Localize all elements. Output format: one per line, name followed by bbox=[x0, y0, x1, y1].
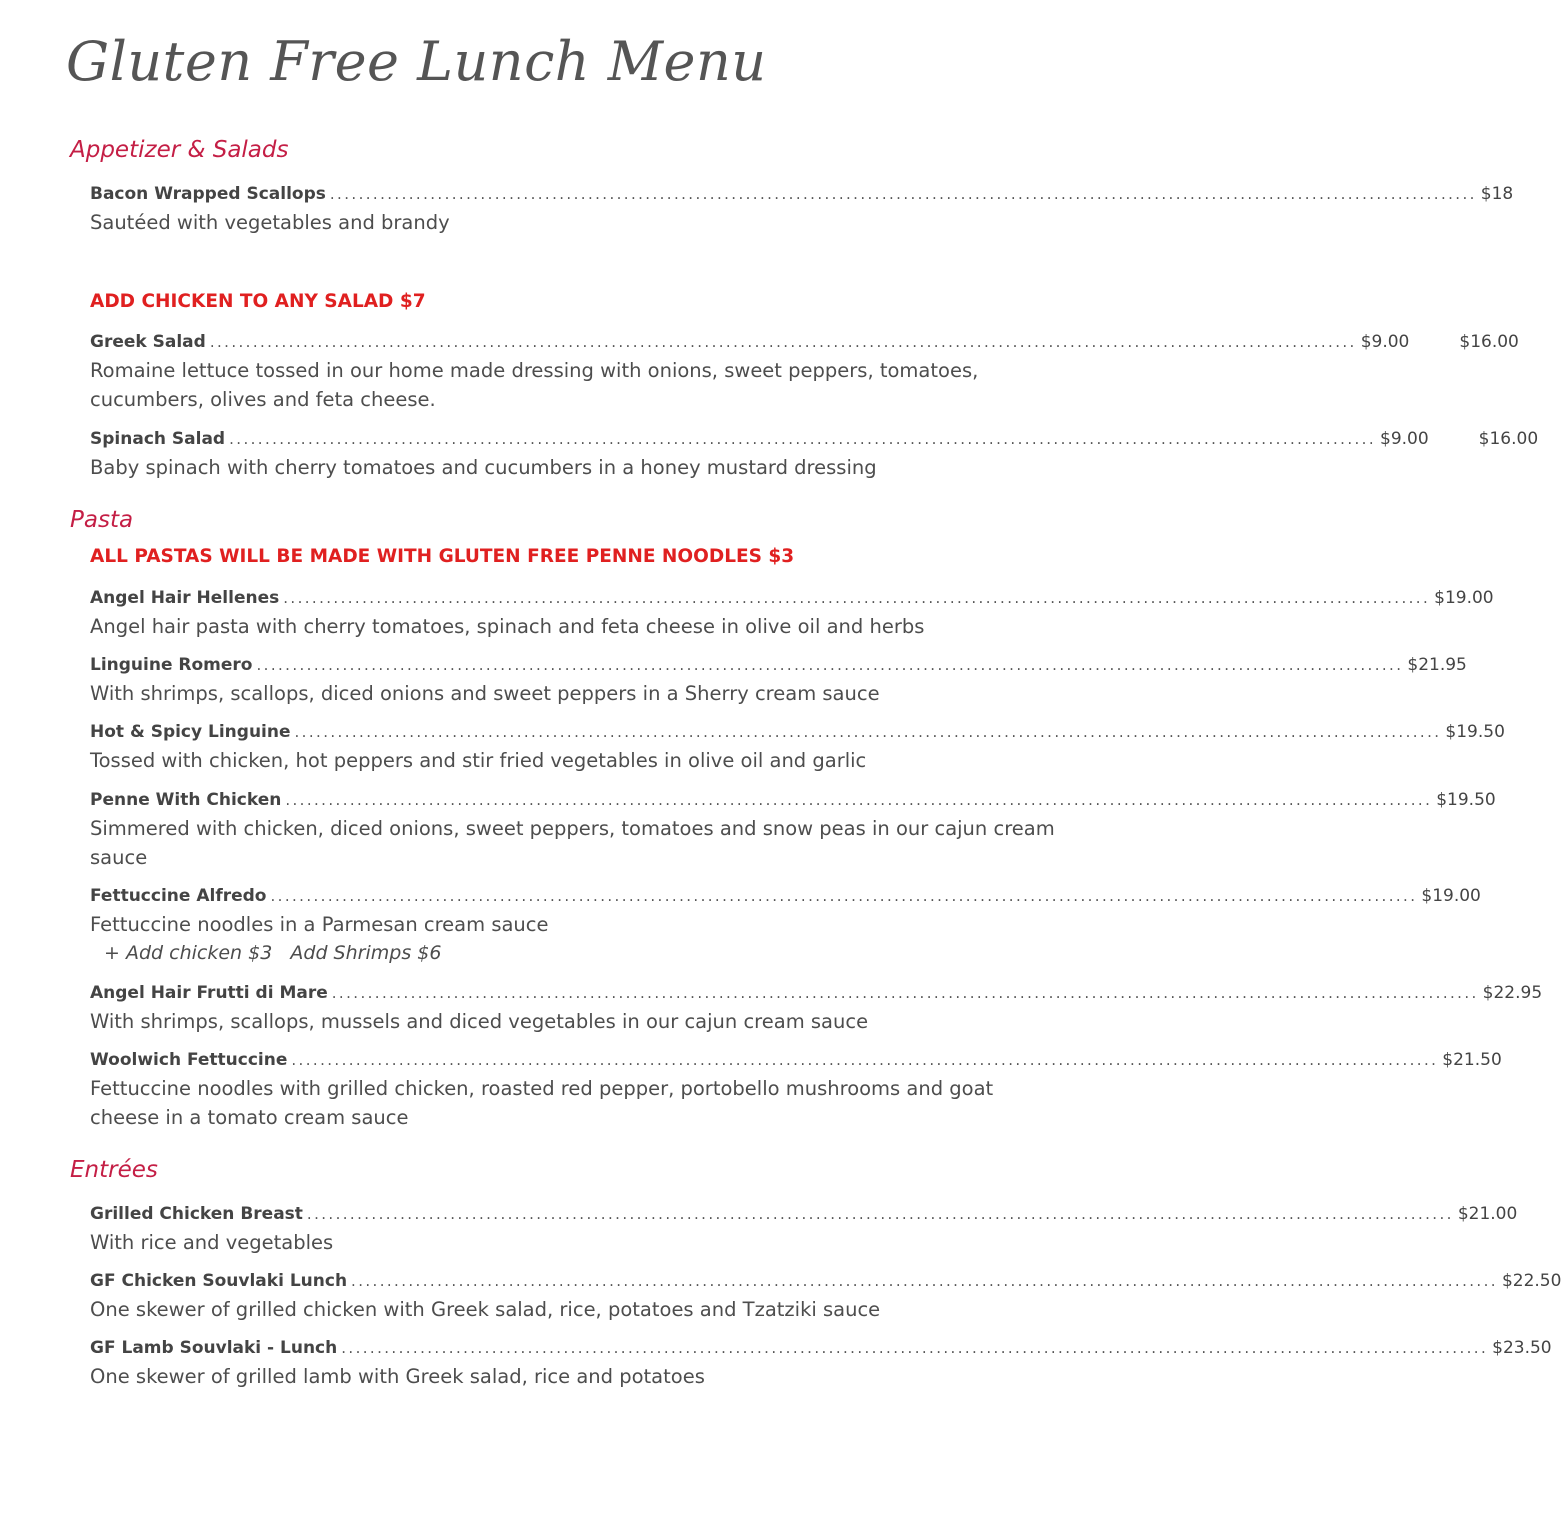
item-price: $19.00 bbox=[1421, 886, 1481, 906]
menu-item bbox=[90, 884, 1481, 968]
dot-leader: ................................................................................................................................................................ bbox=[306, 1205, 1454, 1223]
dot-leader: ................................................................................................................................................................ bbox=[294, 723, 1442, 741]
item-price-small: $9.00 bbox=[1380, 429, 1429, 449]
dot-leader: ................................................................................................................................................................ bbox=[283, 589, 1431, 607]
item-price: $21.50 bbox=[1442, 1050, 1502, 1070]
menu-item bbox=[90, 981, 1543, 1036]
menu-item bbox=[90, 788, 1496, 872]
item-name: Spinach Salad bbox=[90, 429, 226, 449]
item-description: Fettuccine noodles in a Parmesan cream sauce bbox=[90, 913, 549, 936]
item-price: $19.50 bbox=[1436, 790, 1496, 810]
menu-item bbox=[90, 330, 1519, 414]
item-price: $21.00 bbox=[1457, 1204, 1518, 1224]
item-description: Tossed with chicken, hot peppers and stir fried vegetables in olive oil and garlic bbox=[90, 749, 867, 772]
item-name: Linguine Romero bbox=[90, 655, 253, 675]
item-description: Simmered with chicken, diced onions, sweet peppers, tomatoes and snow peas in our cajun cream sauce bbox=[90, 817, 1055, 869]
menu-item bbox=[90, 182, 1514, 237]
dot-leader: ................................................................................................................................................................ bbox=[256, 656, 1404, 674]
item-description: With rice and vegetables bbox=[90, 1231, 334, 1254]
dot-leader: ................................................................................................................................................................ bbox=[229, 430, 1376, 448]
item-description: Sautéed with vegetables and brandy bbox=[90, 211, 450, 234]
item-description: Romaine lettuce tossed in our home made dressing with onions, sweet peppers, tomatoes, cucumbers, olives and feta cheese. bbox=[90, 359, 979, 411]
page-title: Gluten Free Lunch Menu bbox=[66, 30, 767, 93]
dot-leader: ................................................................................................................................................................ bbox=[285, 791, 1433, 809]
item-name: Angel Hair Hellenes bbox=[90, 588, 280, 608]
item-name: Fettuccine Alfredo bbox=[90, 886, 267, 906]
item-addon: + Add chicken $3 Add Shrimps $6 bbox=[104, 942, 442, 964]
pasta-notice: ALL PASTAS WILL BE MADE WITH GLUTEN FREE PENNE NOODLES $3 bbox=[90, 546, 795, 567]
item-name: Hot & Spicy Linguine bbox=[90, 722, 291, 742]
item-name: Woolwich Fettuccine bbox=[90, 1050, 288, 1070]
item-price: $18 bbox=[1480, 184, 1514, 204]
dot-leader: ................................................................................................................................................................ bbox=[341, 1339, 1489, 1357]
item-price-large: $16.00 bbox=[1459, 332, 1519, 352]
item-name: Greek Salad bbox=[90, 332, 206, 352]
item-name: Bacon Wrapped Scallops bbox=[90, 184, 326, 204]
menu-item bbox=[90, 1048, 1502, 1132]
item-price: $23.50 bbox=[1492, 1338, 1552, 1358]
dot-leader: ................................................................................................................................................................ bbox=[329, 185, 1477, 203]
menu-item bbox=[90, 1202, 1518, 1257]
item-price: $19.00 bbox=[1434, 588, 1494, 608]
item-price-small: $9.00 bbox=[1360, 332, 1410, 352]
item-description: One skewer of grilled chicken with Greek salad, rice, potatoes and Tzatziki sauce bbox=[90, 1298, 881, 1321]
item-description: Angel hair pasta with cherry tomatoes, spinach and feta cheese in olive oil and herbs bbox=[90, 615, 925, 638]
item-description: Baby spinach with cherry tomatoes and cucumbers in a honey mustard dressing bbox=[90, 456, 877, 479]
item-name: GF Lamb Souvlaki - Lunch bbox=[90, 1338, 338, 1358]
menu-item bbox=[90, 1336, 1552, 1391]
menu-item bbox=[90, 427, 1539, 482]
dot-leader: ................................................................................................................................................................ bbox=[291, 1051, 1439, 1069]
section-heading-pasta: Pasta bbox=[70, 507, 134, 533]
menu-item bbox=[90, 720, 1505, 775]
menu-item bbox=[90, 586, 1494, 641]
item-description: One skewer of grilled lamb with Greek salad, rice and potatoes bbox=[90, 1365, 705, 1388]
item-price: $21.95 bbox=[1407, 655, 1467, 675]
dot-leader: ................................................................................................................................................................ bbox=[331, 984, 1479, 1002]
dot-leader: ................................................................................................................................................................ bbox=[351, 1272, 1498, 1290]
item-description: With shrimps, scallops, diced onions and sweet peppers in a Sherry cream sauce bbox=[90, 682, 880, 705]
item-price: $22.50 bbox=[1501, 1271, 1561, 1291]
dot-leader: ................................................................................................................................................................ bbox=[270, 887, 1418, 905]
menu-item bbox=[90, 653, 1467, 708]
item-name: Penne With Chicken bbox=[90, 790, 282, 810]
item-price: $22.95 bbox=[1482, 983, 1543, 1003]
section-heading-entrees: Entrées bbox=[70, 1157, 158, 1183]
item-name: GF Chicken Souvlaki Lunch bbox=[90, 1271, 348, 1291]
item-name: Angel Hair Frutti di Mare bbox=[90, 983, 328, 1003]
salad-notice: ADD CHICKEN TO ANY SALAD $7 bbox=[90, 291, 426, 312]
dot-leader: ................................................................................................................................................................ bbox=[209, 333, 1357, 351]
item-description: Fettuccine noodles with grilled chicken, roasted red pepper, portobello mushrooms and goat cheese in a tomato cream sauce bbox=[90, 1077, 994, 1129]
item-price-large: $16.00 bbox=[1478, 429, 1539, 449]
menu-item bbox=[90, 1269, 1561, 1324]
item-description: With shrimps, scallops, mussels and diced vegetables in our cajun cream sauce bbox=[90, 1010, 869, 1033]
item-price: $19.50 bbox=[1445, 722, 1505, 742]
section-heading-appetizers: Appetizer & Salads bbox=[70, 137, 289, 163]
item-name: Grilled Chicken Breast bbox=[90, 1204, 303, 1224]
